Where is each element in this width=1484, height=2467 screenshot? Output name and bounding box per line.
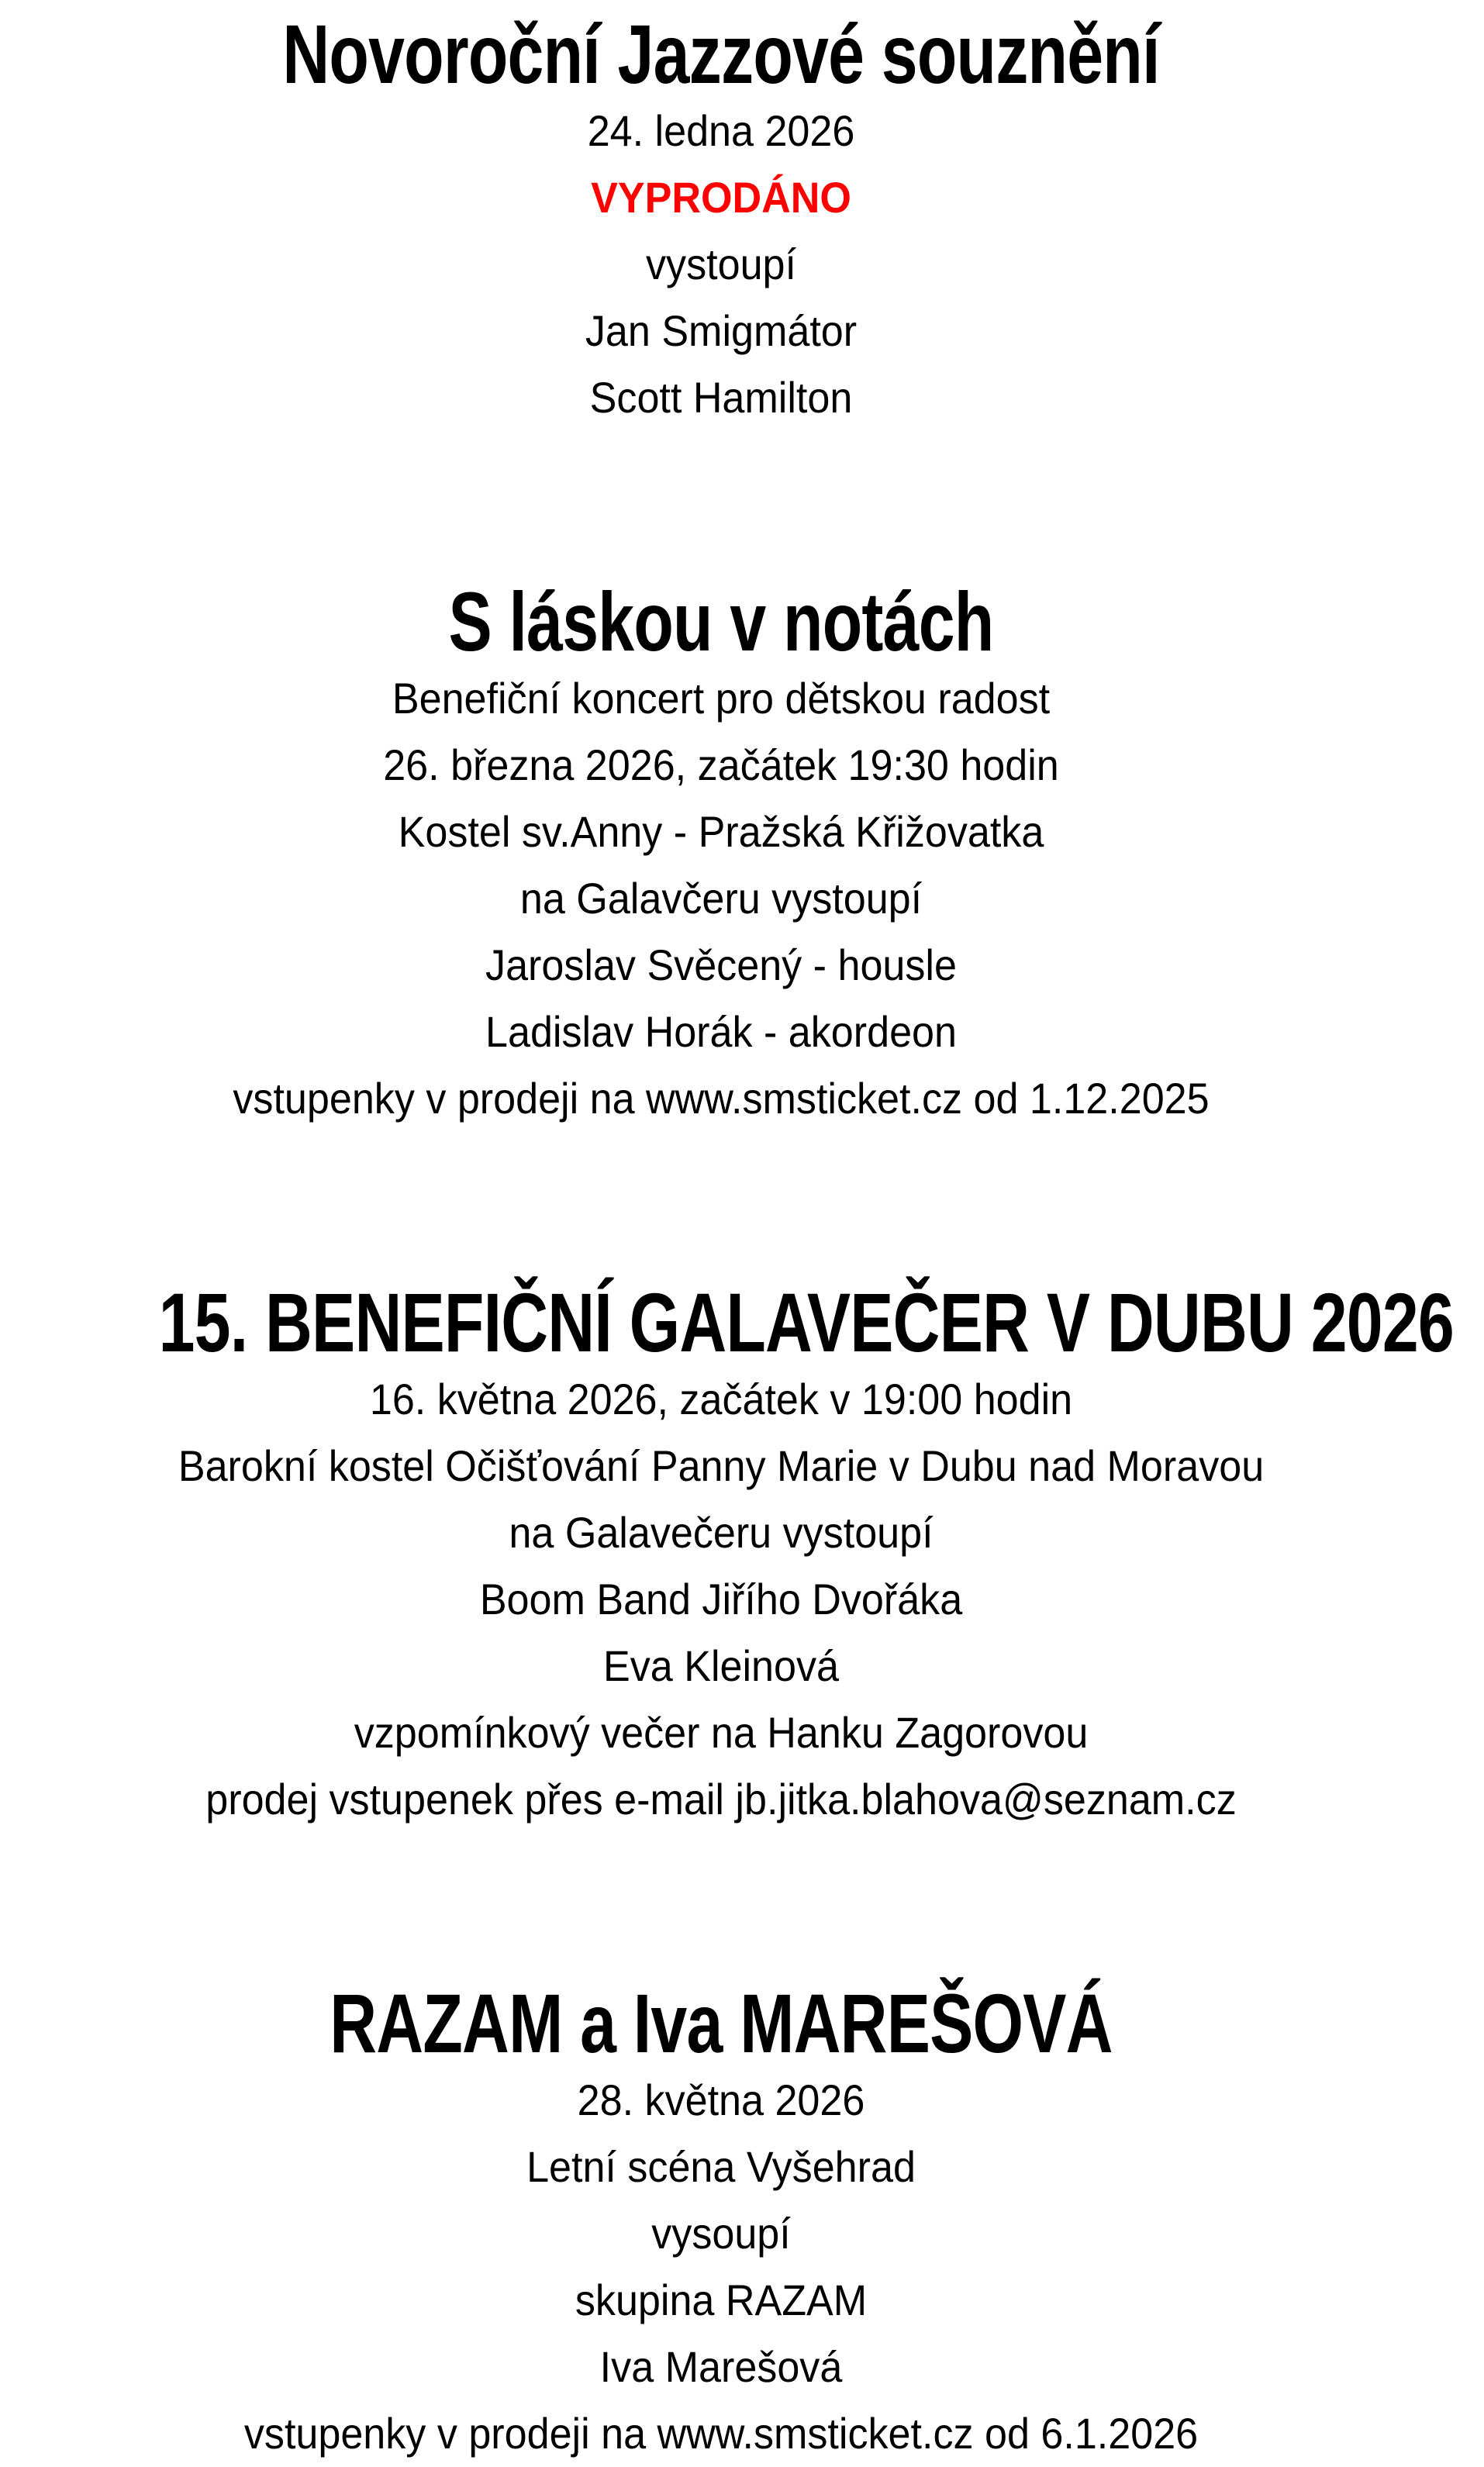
sold-out-status: VYPRODÁNO	[591, 173, 851, 222]
lineup-intro: na Galavčeru vystoupí	[519, 874, 923, 923]
performer-name: Scott Hamilton	[589, 373, 853, 422]
lineup-intro: na Galavečeru vystoupí	[509, 1508, 934, 1557]
event-date: 24. ledna 2026	[587, 106, 855, 155]
event-venue: Barokní kostel Očišťování Panny Marie v Dubu nad Moravou	[178, 1441, 1265, 1490]
memorial-note: vzpomínkový večer na Hanku Zagorovou	[354, 1708, 1089, 1757]
ticket-info: prodej vstupenek přes e-mail jb.jitka.blahova@seznam.cz	[205, 1775, 1237, 1824]
event-section	[0, 1275, 1454, 1833]
performer-name: Jaroslav Svěcený - housle	[485, 940, 957, 989]
event-section	[0, 7, 1442, 431]
ticket-info: vstupenky v prodeji na www.smsticket.cz od 1.12.2025	[233, 1074, 1210, 1123]
event-date: 28. května 2026	[577, 2075, 865, 2124]
performer-name: skupina RAZAM	[575, 2276, 868, 2324]
event-section	[0, 1976, 1442, 2467]
event-title: 15. BENEFIČNÍ GALAVEČER V DUBU 2026	[158, 1275, 1454, 1369]
performer-name: Boom Band Jiřího Dvořáka	[479, 1575, 963, 1623]
ticket-info: vstupenky v prodeji na www.smsticket.cz od 6.1.2026	[243, 2409, 1199, 2458]
lineup-intro: vysoupí	[651, 2209, 791, 2258]
event-subtitle: Benefiční koncert pro dětskou radost	[392, 674, 1051, 723]
performer-name: Iva Marešová	[599, 2342, 843, 2391]
performer-name: Jan Smigmátor	[585, 306, 858, 355]
event-title: S láskou v notách	[448, 574, 994, 668]
lineup-intro: vystoupí	[646, 240, 796, 288]
event-venue: Letní scéna Vyšehrad	[526, 2142, 916, 2191]
performer-name: Eva Kleinová	[603, 1641, 839, 1690]
event-date: 16. května 2026, začátek v 19:00 hodin	[369, 1375, 1073, 1423]
event-venue: Kostel sv.Anny - Pražská Křižovatka	[398, 807, 1044, 856]
event-section	[0, 574, 1442, 1132]
performer-name: Ladislav Horák - akordeon	[485, 1007, 957, 1056]
event-title: Novoroční Jazzové souznění	[282, 7, 1160, 101]
event-date: 26. března 2026, začátek 19:30 hodin	[383, 740, 1059, 789]
event-title: RAZAM a Iva MAREŠOVÁ	[330, 1976, 1113, 2070]
